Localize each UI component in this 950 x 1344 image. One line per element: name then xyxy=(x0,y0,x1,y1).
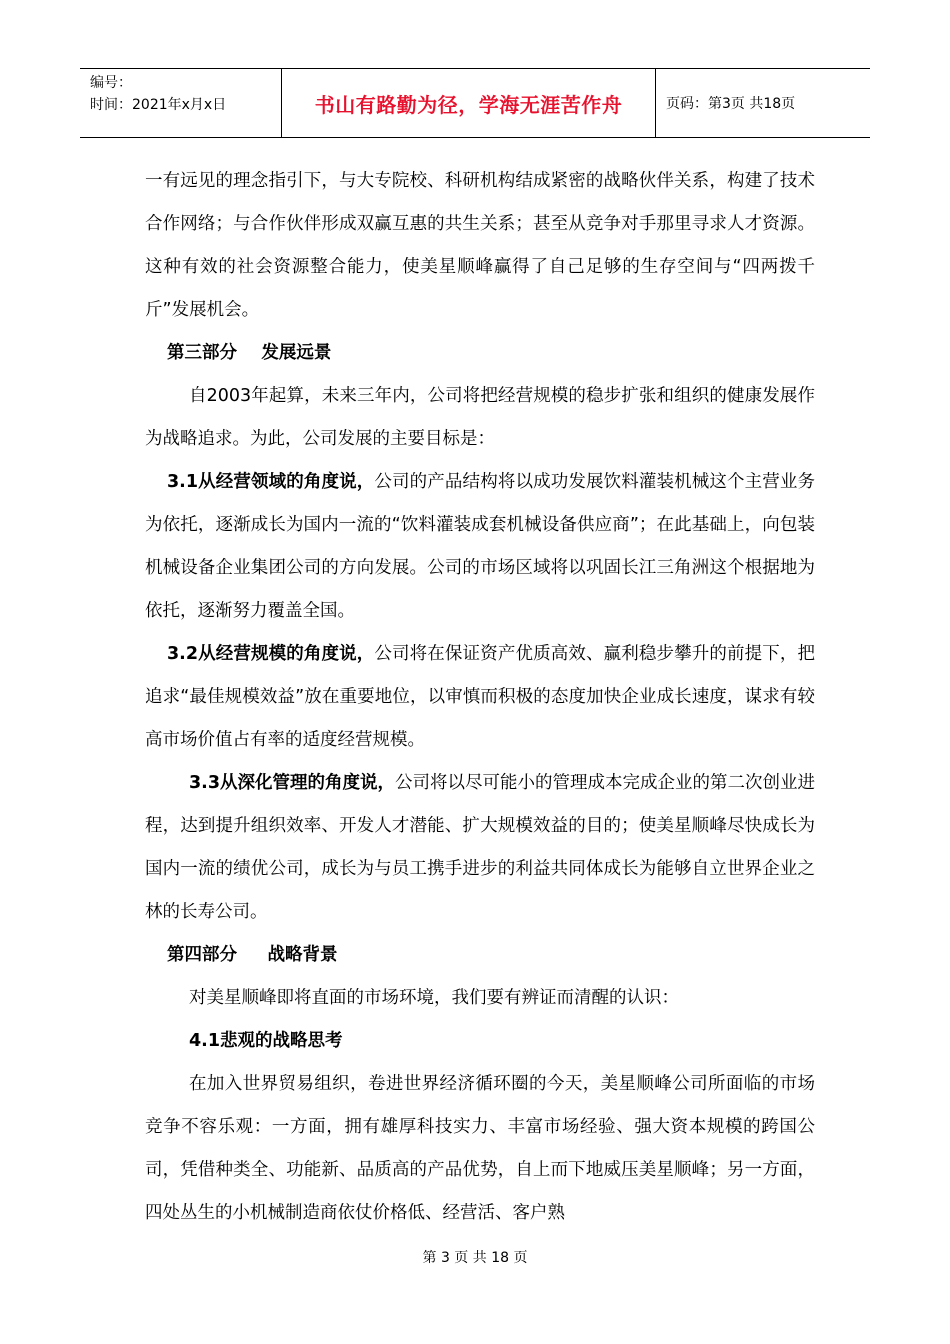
section-heading-4: 第四部分 战略背景 xyxy=(167,945,338,965)
section-heading-3: 第三部分 发展远景 xyxy=(167,343,332,363)
header-meta xyxy=(80,69,282,137)
subheading-4-1: 4.1悲观的战略思考 xyxy=(189,1031,343,1051)
subheading-3-3: 3.3从深化管理的角度说， xyxy=(189,773,396,793)
header-motto: 书山有路勤为径，学海无涯苦作舟 xyxy=(282,69,656,137)
paragraph-3-1-text: 公司的产品结构将以成功发展饮料灌装机械这个主营业务为依托，逐渐成长为国内一流的“饮料灌装成套机械设备供应商”；在此基础上，向包装机械设备企业集团公司的方向发展。公司的市场区域将以巩固长江三角洲这个根据地为依托，逐渐努力覆盖全国。 xyxy=(145,472,815,621)
subheading-3-2: 3.2从经营规模的角度说， xyxy=(167,644,375,664)
paragraph-3-3-text: 公司将以尽可能小的管理成本完成企业的第二次创业进程，达到提升组织效率、开发人才潜能、扩大规模效益的目的；使美星顺峰尽快成长为国内一流的绩优公司，成长为与员工携手进步的利益共同体成长为能够自立世界企业之林的长寿公司。 xyxy=(145,773,816,922)
doc-time: 时间：2021年x月x日 xyxy=(90,97,227,113)
paragraph-2: 自2003年起算，未来三年内，公司将把经营规模的稳步扩张和组织的健康发展作为战略追求。为此，公司发展的主要目标是： xyxy=(145,386,815,449)
paragraph-5: 在加入世界贸易组织，卷进世界经济循环圈的今天，美星顺峰公司所面临的市场竞争不容乐观：一方面，拥有雄厚科技实力、丰富市场经验、强大资本规模的跨国公司，凭借种类全、功能新、品质高的产品优势，自上而下地威压美星顺峰；另一方面，四处丛生的小机械制造商依仗价格低、经营活、客户熟 xyxy=(145,1074,815,1223)
document-body xyxy=(145,160,815,1235)
paragraph-3-3 xyxy=(145,762,815,934)
page-footer: 第 3 页 共 18 页 xyxy=(422,1250,528,1266)
page-header xyxy=(80,68,870,138)
paragraph-3-2 xyxy=(145,633,815,762)
doc-number: 编号： xyxy=(90,75,132,91)
header-page-number: 页码：第3页 共18页 xyxy=(666,96,796,112)
subheading-3-1: 3.1从经营领域的角度说， xyxy=(167,472,375,492)
paragraph-1: 一有远见的理念指引下，与大专院校、科研机构结成紧密的战略伙伴关系，构建了技术合作网络；与合作伙伴形成双赢互惠的共生关系；甚至从竞争对手那里寻求人才资源。这种有效的社会资源整合能力，使美星顺峰赢得了自己足够的生存空间与“四两拨千斤”发展机会。 xyxy=(145,171,815,320)
paragraph-3-1 xyxy=(145,461,815,633)
paragraph-3-2-text: 公司将在保证资产优质高效、赢利稳步攀升的前提下，把追求“最佳规模效益”放在重要地位，以审慎而积极的态度加快企业成长速度，谋求有较高市场价值占有率的适度经营规模。 xyxy=(145,644,815,750)
paragraph-4: 对美星顺峰即将直面的市场环境，我们要有辨证而清醒的认识： xyxy=(189,988,679,1008)
